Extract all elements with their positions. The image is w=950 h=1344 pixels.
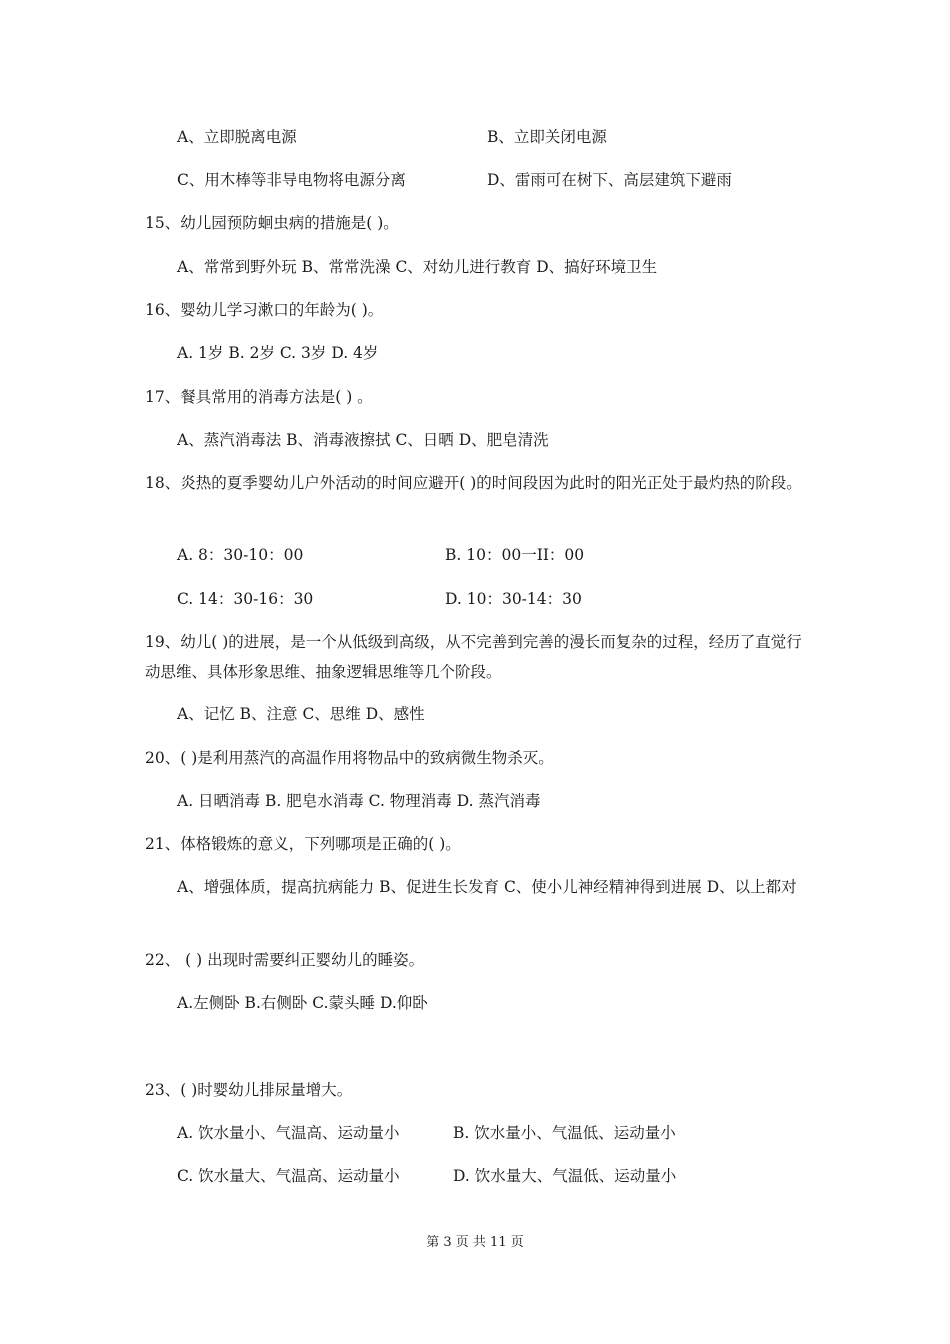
q20-options: A. 日晒消毒 B. 肥皂水消毒 C. 物理消毒 D. 蒸汽消毒	[177, 792, 541, 810]
q18-option-d: D. 10：30-14：30	[445, 590, 582, 608]
page-footer: 第 3 页 共 11 页	[426, 1235, 524, 1250]
q19-stem: 19、幼儿( )的进展，是一个从低级到高级，从不完善到完善的漫长而复杂的过程，经历了直觉行动思维、具体形象思维、抽象逻辑思维等几个阶段。	[145, 633, 802, 681]
q18-option-c: C. 14：30-16：30	[177, 590, 314, 608]
q21-stem: 21、体格锻炼的意义，下列哪项是正确的( )。	[145, 835, 461, 853]
q15-options: A、常常到野外玩 B、常常洗澡 C、对幼儿进行教育 D、搞好环境卫生	[177, 258, 658, 276]
q16-stem: 16、婴幼儿学习漱口的年龄为( )。	[145, 301, 384, 319]
q16-options: A. 1岁 B. 2岁 C. 3岁 D. 4岁	[177, 344, 379, 362]
q15-stem: 15、幼儿园预防蛔虫病的措施是( )。	[145, 214, 399, 232]
q22-stem: 22、 ( ) 出现时需要纠正婴幼儿的睡姿。	[145, 951, 425, 969]
q14-option-b: B、立即关闭电源	[487, 128, 607, 146]
q18-stem: 18、炎热的夏季婴幼儿户外活动的时间应避开( )的时间段因为此时的阳光正处于最灼热的阶段。	[145, 474, 802, 492]
q18-option-b: B. 10：00一II：00	[445, 546, 585, 564]
q23-stem: 23、( )时婴幼儿排尿量增大。	[145, 1081, 353, 1099]
q23-option-c: C. 饮水量大、气温高、运动量小	[177, 1167, 400, 1185]
q22-options: A.左侧卧 B.右侧卧 C.蒙头睡 D.仰卧	[177, 994, 428, 1012]
q18-option-a: A. 8：30-10：00	[177, 546, 304, 564]
q23-option-b: B. 饮水量小、气温低、运动量小	[453, 1124, 676, 1142]
q17-stem: 17、餐具常用的消毒方法是( ) 。	[145, 388, 373, 406]
q23-option-a: A. 饮水量小、气温高、运动量小	[177, 1124, 400, 1142]
q20-stem: 20、( )是利用蒸汽的高温作用将物品中的致病微生物杀灭。	[145, 749, 554, 767]
q17-options: A、蒸汽消毒法 B、消毒液擦拭 C、日晒 D、肥皂清洗	[177, 431, 549, 449]
q14-option-a: A、立即脱离电源	[177, 128, 297, 146]
q23-option-d: D. 饮水量大、气温低、运动量小	[453, 1167, 677, 1185]
q14-option-c: C、用木棒等非导电物将电源分离	[177, 171, 406, 189]
q19-options: A、记忆 B、注意 C、思维 D、感性	[177, 705, 425, 723]
q21-options: A、增强体质，提高抗病能力 B、促进生长发育 C、使小儿神经精神得到进展 D、以上都对	[177, 878, 797, 896]
q14-option-d: D、雷雨可在树下、高层建筑下避雨	[487, 171, 732, 189]
